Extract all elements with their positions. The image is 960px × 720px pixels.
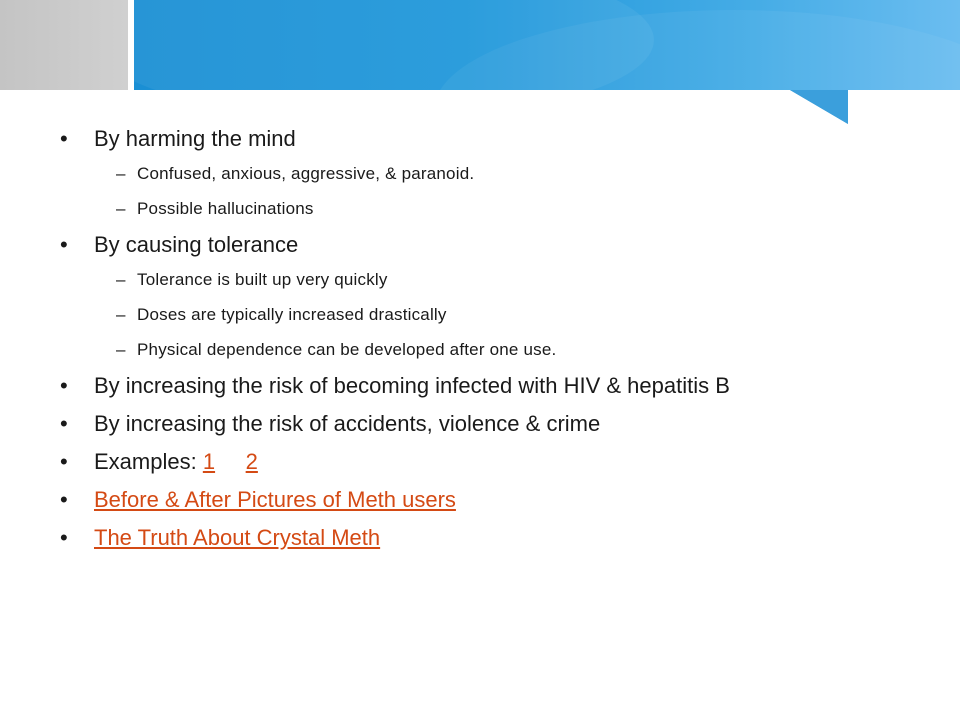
dash-marker: – [116, 270, 126, 289]
examples-label: Examples: [94, 449, 203, 474]
dash-marker: – [116, 340, 126, 359]
sub-bullet-text: Possible hallucinations [137, 199, 314, 218]
bullet-marker: • [60, 126, 68, 151]
link-spacer [215, 449, 246, 474]
sub-bullet-text: Confused, anxious, aggressive, & paranoid. [137, 164, 475, 183]
bullet-truth-link [60, 525, 940, 551]
sub-bullet-text: Physical dependence can be developed after one use. [137, 340, 557, 359]
bullet-text: By increasing the risk of becoming infected with HIV & hepatitis B [94, 373, 730, 398]
bullet-marker: • [60, 487, 68, 512]
bullet-marker: • [60, 411, 68, 436]
sub-bullet [60, 164, 940, 184]
truth-about-crystal-meth-link[interactable]: The Truth About Crystal Meth [94, 525, 381, 550]
sub-bullet-text: Doses are typically increased drastically [137, 305, 447, 324]
sub-bullet [60, 270, 940, 290]
sub-bullet [60, 305, 940, 325]
dash-marker: – [116, 199, 126, 218]
header-gray-block [0, 0, 128, 90]
bullet-examples [60, 449, 940, 475]
bullet-text: By increasing the risk of accidents, violence & crime [94, 411, 601, 436]
bullet-text: By harming the mind [94, 126, 296, 151]
bullet-harming-mind [60, 126, 940, 152]
before-after-pictures-link[interactable]: Before & After Pictures of Meth users [94, 487, 456, 512]
bullet-text: By causing tolerance [94, 232, 299, 257]
dash-marker: – [116, 164, 126, 183]
bullet-before-after-link [60, 487, 940, 513]
slide-body [60, 126, 940, 563]
bullet-causing-tolerance [60, 232, 940, 258]
dash-marker: – [116, 305, 126, 324]
sub-bullet [60, 340, 940, 360]
example-link-2[interactable]: 2 [245, 449, 258, 474]
example-link-1[interactable]: 1 [202, 449, 216, 474]
sub-bullet [60, 199, 940, 219]
sub-bullet-text: Tolerance is built up very quickly [137, 270, 388, 289]
bullet-hiv-risk [60, 373, 940, 399]
bullet-marker: • [60, 232, 68, 257]
header-blue-banner [134, 0, 960, 90]
bullet-marker: • [60, 449, 68, 474]
bullet-accidents-risk [60, 411, 940, 437]
bullet-marker: • [60, 525, 68, 550]
bullet-marker: • [60, 373, 68, 398]
